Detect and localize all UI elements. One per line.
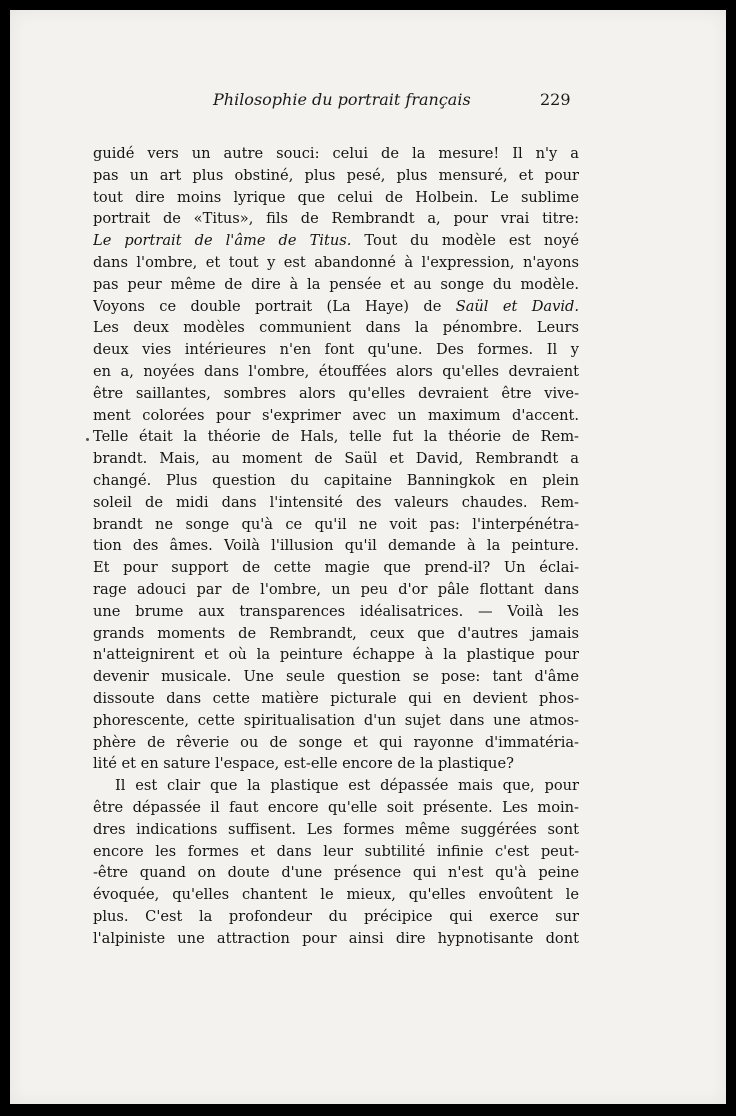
text-line — [93, 274, 579, 296]
text-segment: devenir musicale. Une seule question se pose: tant d'âme — [93, 668, 579, 686]
text-segment: brandt ne songe qu'à ce qu'il ne voit pas: l'interpénétra- — [93, 515, 579, 533]
page-number: 229 — [540, 90, 571, 109]
text-line — [93, 252, 579, 274]
text-line — [93, 187, 579, 209]
body-text — [93, 143, 579, 949]
text-line — [93, 579, 579, 601]
text-segment: une brume aux transparences idéalisatrices. — Voilà les — [93, 602, 579, 620]
text-segment: dissoute dans cette matière picturale qui en devient phos- — [93, 689, 579, 707]
text-segment: Voyons ce double portrait (La Haye) de — [93, 297, 456, 315]
text-line — [93, 426, 579, 448]
text-segment: deux vies intérieures n'en font qu'une. Des formes. Il y — [93, 341, 579, 359]
text-line — [93, 492, 579, 514]
running-header — [10, 90, 726, 112]
text-segment: être dépassée il faut encore qu'elle soit présente. Les moin- — [93, 798, 579, 816]
text-line — [93, 143, 579, 165]
text-segment: Et pour support de cette magie que prend-il? Un éclai- — [93, 559, 579, 577]
text-line — [93, 296, 579, 318]
text-segment: brandt. Mais, au moment de Saül et David, Rembrandt a — [93, 450, 579, 468]
text-segment: plus. C'est la profondeur du précipice qui exerce sur — [93, 907, 579, 925]
text-segment: -être quand on doute d'une présence qui n'est qu'à peine — [93, 864, 579, 882]
text-line — [93, 710, 579, 732]
text-segment: Il est clair que la plastique est dépassée mais que, pour — [115, 777, 579, 795]
text-line — [93, 862, 579, 884]
text-segment: Saül et David. — [455, 297, 579, 315]
text-line — [93, 339, 579, 361]
text-segment: guidé vers un autre souci: celui de la mesure! Il n'y a — [93, 145, 579, 162]
text-segment: Le portrait de l'âme de Titus. — [93, 232, 352, 250]
book-page — [10, 10, 726, 1104]
text-segment: être saillantes, sombres alors qu'elles devraient être vive- — [93, 384, 579, 402]
text-line — [93, 688, 579, 710]
text-line — [93, 928, 579, 950]
text-segment: tout dire moins lyrique que celui de Holbein. Le sublime — [93, 188, 579, 206]
text-line — [93, 383, 579, 405]
text-line — [93, 361, 579, 383]
text-segment: Telle était la théorie de Hals, telle fut la théorie de Rem- — [93, 428, 579, 446]
text-line — [93, 623, 579, 645]
running-title: Philosophie du portrait français — [213, 90, 471, 109]
text-segment: tion des âmes. Voilà l'illusion qu'il demande à la peinture. — [93, 537, 579, 555]
text-line — [93, 601, 579, 623]
text-segment: portrait de «Titus», fils de Rembrandt a, pour vrai titre: — [93, 210, 579, 228]
text-line — [93, 775, 579, 797]
text-line — [93, 819, 579, 841]
text-line — [93, 557, 579, 579]
text-line — [93, 732, 579, 754]
text-segment: l'alpiniste une attraction pour ainsi dire hypnotisante dont — [93, 929, 579, 947]
text-segment: évoquée, qu'elles chantent le mieux, qu'elles envoûtent le — [93, 886, 579, 904]
text-line — [93, 666, 579, 688]
text-line — [93, 230, 579, 252]
text-line — [93, 841, 579, 863]
text-line — [93, 208, 579, 230]
text-line — [93, 448, 579, 470]
text-segment: encore les formes et dans leur subtilité infinie c'est peut- — [93, 842, 579, 860]
text-segment: rage adouci par de l'ombre, un peu d'or pâle flottant dans — [93, 580, 579, 598]
text-segment: lité et en sature l'espace, est-elle encore de la plastique? — [93, 755, 514, 773]
text-segment: pas peur même de dire à la pensée et au songe du modèle. — [93, 275, 579, 293]
text-segment: Les deux modèles communient dans la pénombre. Leurs — [93, 319, 579, 337]
margin-speck — [86, 438, 89, 441]
text-segment: phère de rêverie ou de songe et qui rayonne d'immatéria- — [93, 733, 579, 751]
text-segment: en a, noyées dans l'ombre, étouffées alors qu'elles devraient — [93, 362, 579, 380]
text-segment: Tout du modèle est noyé — [351, 232, 579, 250]
text-segment: dans l'ombre, et tout y est abandonné à l'expression, n'ayons — [93, 253, 579, 271]
text-line — [93, 165, 579, 187]
text-line — [93, 317, 579, 339]
text-segment: grands moments de Rembrandt, ceux que d'autres jamais — [93, 624, 579, 642]
text-line — [93, 405, 579, 427]
text-segment: pas un art plus obstiné, plus pesé, plus mensuré, et pour — [93, 166, 579, 184]
text-segment: phorescente, cette spiritualisation d'un sujet dans une atmos- — [93, 711, 579, 729]
text-line — [93, 644, 579, 666]
text-line — [93, 797, 579, 819]
text-line — [93, 884, 579, 906]
text-segment: ment colorées pour s'exprimer avec un maximum d'accent. — [93, 406, 579, 424]
text-segment: n'atteignirent et où la peinture échappe à la plastique pour — [93, 646, 579, 664]
text-line — [93, 470, 579, 492]
text-segment: soleil de midi dans l'intensité des valeurs chaudes. Rem- — [93, 493, 579, 511]
text-segment: dres indications suffisent. Les formes même suggérées sont — [93, 820, 579, 838]
text-line — [93, 535, 579, 557]
text-line — [93, 753, 579, 775]
text-segment: changé. Plus question du capitaine Banningkok en plein — [93, 471, 579, 489]
text-line — [93, 906, 579, 928]
text-line — [93, 514, 579, 536]
